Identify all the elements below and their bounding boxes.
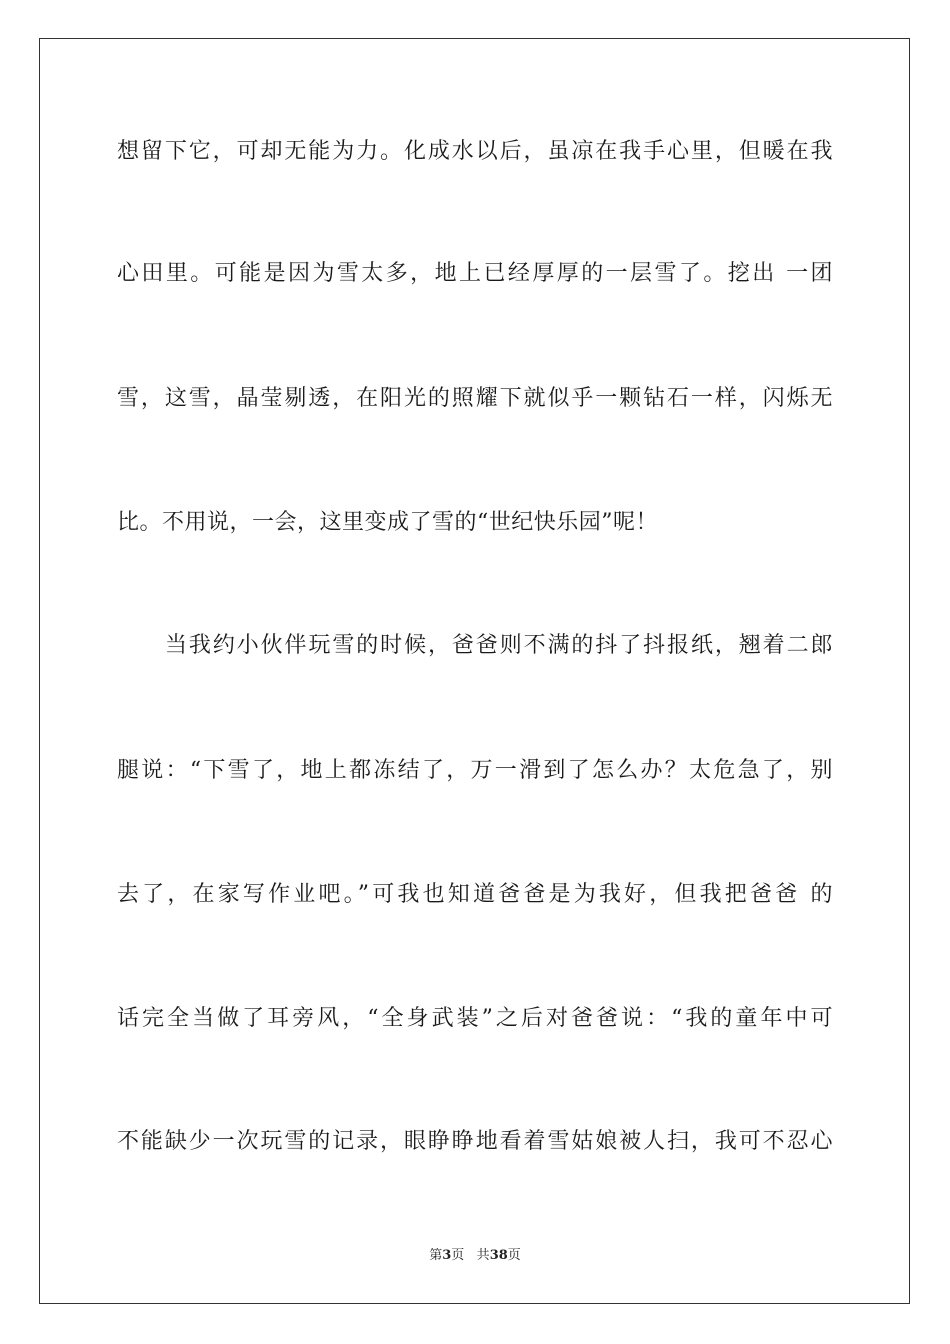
text-line: 腿说：“下雪了，地上都冻结了，万一滑到了怎么办？太危急了，别 — [117, 758, 833, 783]
text-line: 心田里。可能是因为雪太多，地上已经厚厚的一层雪了。挖出 一团 — [117, 261, 833, 286]
text-line: 话完全当做了耳旁风，“全身武装”之后对爸爸说：“我的童年中可 — [117, 1006, 833, 1031]
paragraph-start-line: 当我约小伙伴玩雪的时候，爸爸则不满的抖了抖报纸，翘着二郎 — [165, 633, 833, 658]
text-line: 想留下它，可却无能为力。化成水以后，虽凉在我手心里，但暖在我 — [117, 139, 833, 164]
page-footer — [0, 1247, 950, 1265]
page-number: 3 — [442, 1248, 452, 1263]
page-prefix: 第 — [429, 1248, 443, 1263]
page-border — [39, 38, 910, 1304]
total-prefix: 共 — [476, 1248, 490, 1263]
text-line: 雪，这雪，晶莹剔透，在阳光的照耀下就似乎一颗钻石一样，闪烁无 — [117, 386, 833, 411]
total-pages: 38 — [489, 1248, 508, 1263]
text-line: 不能缺少一次玩雪的记录，眼睁睁地看着雪姑娘被人扫，我可不忍心 — [117, 1129, 833, 1154]
page-suffix: 页 — [451, 1248, 465, 1263]
text-line: 比。不用说，一会，这里变成了雪的“世纪快乐园”呢！ — [117, 510, 658, 535]
text-line: 去了，在家写作业吧。”可我也知道爸爸是为我好，但我把爸爸 的 — [117, 882, 833, 907]
total-suffix: 页 — [507, 1248, 521, 1263]
